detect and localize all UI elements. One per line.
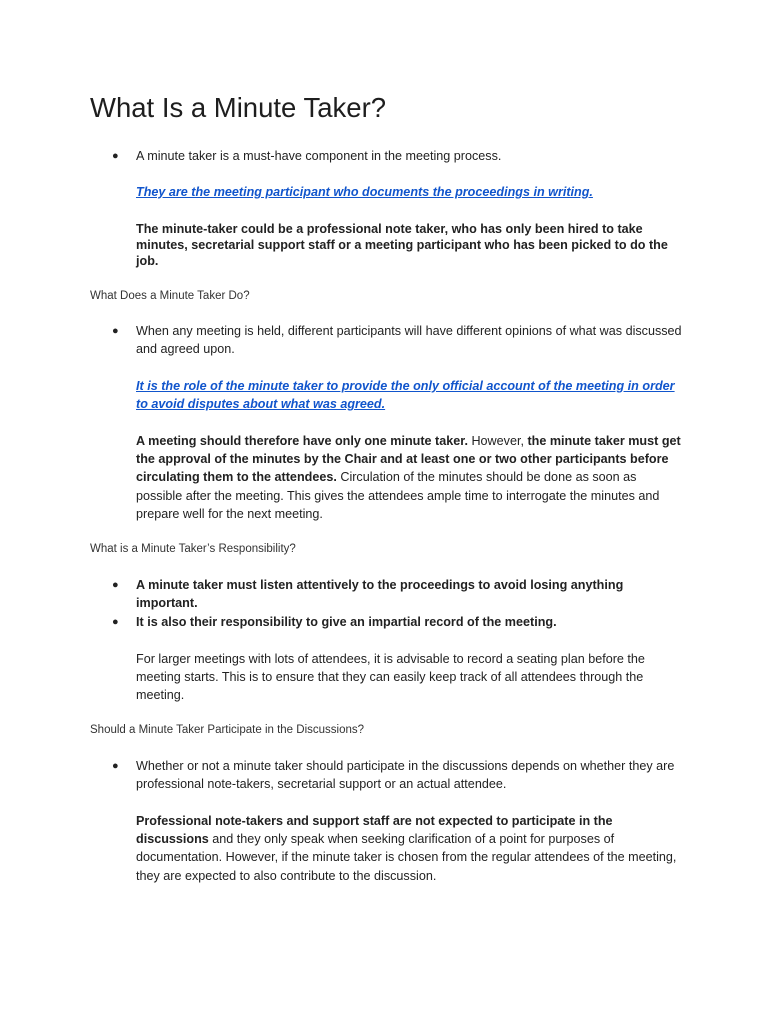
- participation-paragraph: [136, 812, 684, 885]
- bullet-text: A minute taker is a must-have component in the meeting process.: [136, 149, 502, 163]
- body-text: and they only speak when seeking clarification of a point for purposes of documentation. However, if the minute taker is chosen from the regular attendees of the meeting, they are expected to also contribute to the discussion.: [136, 832, 677, 883]
- bullet-icon: ●: [112, 325, 119, 337]
- definition-link-paragraph: [136, 183, 684, 201]
- role-link-paragraph: [136, 377, 684, 413]
- bold-text: A meeting should therefore have only one minute taker.: [136, 434, 468, 448]
- bullet-icon: ●: [112, 760, 119, 772]
- definition-link[interactable]: They are the meeting participant who documents the proceedings in writing.: [136, 185, 593, 199]
- body-text: However,: [467, 434, 528, 448]
- seating-plan-paragraph: For larger meetings with lots of attendees, it is advisable to record a seating plan before the meeting starts. This is to ensure that they can easily keep track of all attendees through the meeting.: [136, 652, 645, 703]
- bold-text: Professional note-takers and support staff are not expected to participate in the discussions: [136, 814, 613, 847]
- approval-paragraph: [136, 432, 684, 523]
- bullet-icon: ●: [112, 616, 119, 628]
- bullet-text: A minute taker must listen attentively to the proceedings to avoid losing anything important.: [136, 578, 624, 611]
- bullet-text: When any meeting is held, different participants will have different opinions of what was discussed and agreed upon.: [136, 324, 682, 357]
- bullet-icon: ●: [112, 579, 119, 591]
- bullet-text: It is also their responsibility to give an impartial record of the meeting.: [136, 615, 557, 629]
- section-heading: What Does a Minute Taker Do?: [90, 290, 250, 302]
- minute-taker-roles-paragraph: The minute-taker could be a professional note taker, who has only been hired to take minutes, secretarial support staff or a meeting participant who has been picked to do the job.: [136, 222, 668, 268]
- section-heading: Should a Minute Taker Participate in the Discussions?: [90, 724, 365, 736]
- bullet-text: Whether or not a minute taker should participate in the discussions depends on whether they are professional note-takers, secretarial support or an actual attendee.: [136, 759, 675, 792]
- bullet-icon: ●: [112, 150, 119, 162]
- page-title: What Is a Minute Taker?: [90, 92, 387, 123]
- body-text: Circulation of the minutes should be done as soon as possible after the meeting. This gives the attendees ample time to interrogate the minutes and prepare well for the next meeting.: [136, 470, 660, 521]
- section-heading: What is a Minute Taker’s Responsibility?: [90, 543, 296, 555]
- role-link[interactable]: It is the role of the minute taker to provide the only official account of the meeting in order to avoid disputes about what was agreed.: [136, 379, 675, 412]
- bold-text: the minute taker must get the approval of the minutes by the Chair and at least one or two other participants before circulating them to the attendees.: [136, 434, 681, 485]
